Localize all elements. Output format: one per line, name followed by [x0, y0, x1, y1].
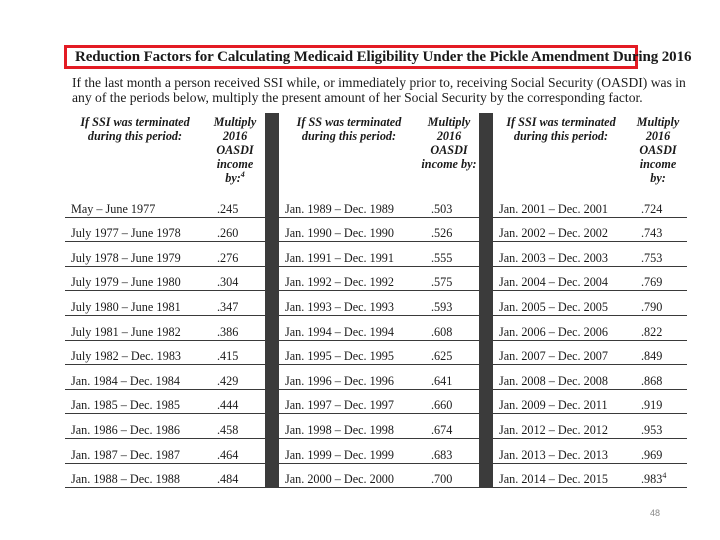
column-divider: [479, 438, 493, 463]
factor-cell-text: .503: [431, 201, 453, 216]
period-cell-text: Jan. 1984 – Dec. 1984: [71, 373, 180, 388]
period-cell: [65, 193, 205, 217]
period-cell-text: July 1979 – June 1980: [71, 275, 181, 290]
period-cell-text: Jan. 1988 – Dec. 1988: [71, 472, 180, 487]
factor-cell: [629, 463, 687, 488]
period-cell: [279, 438, 419, 463]
factor-cell-text: .347: [217, 299, 239, 314]
period-cell-text: Jan. 1986 – Dec. 1986: [71, 422, 180, 437]
factor-cell-text: .464: [217, 447, 239, 462]
period-cell: [279, 389, 419, 414]
period-cell-text: Jan. 1998 – Dec. 1998: [285, 422, 394, 437]
column-divider: [265, 266, 279, 291]
period-cell-text: July 1982 – Dec. 1983: [71, 349, 182, 364]
period-cell: [493, 242, 629, 267]
period-cell: [279, 217, 419, 242]
period-cell-text: Jan. 2005 – Dec. 2005: [499, 299, 608, 314]
column-divider: [479, 414, 493, 439]
period-cell: [65, 340, 205, 365]
factor-cell-text: .724: [641, 201, 663, 216]
factor-cell: [629, 414, 687, 439]
factor-cell: [419, 266, 479, 291]
column-divider: [479, 242, 493, 267]
factor-cell-text: .700: [431, 472, 453, 487]
column-divider: [265, 217, 279, 242]
factor-cell: [419, 463, 479, 488]
period-cell-text: Jan. 2009 – Dec. 2011: [499, 398, 608, 413]
table-row: [65, 365, 687, 390]
factor-cell: [419, 291, 479, 316]
period-cell: [279, 414, 419, 439]
column-divider: [479, 340, 493, 365]
table-row: [65, 389, 687, 414]
factor-cell-text: .415: [217, 349, 239, 364]
factor-cell-text: .969: [641, 447, 663, 462]
period-cell: [65, 266, 205, 291]
factor-cell-text: .641: [431, 373, 453, 388]
period-cell: [65, 463, 205, 488]
period-cell-text: Jan. 2006 – Dec. 2006: [499, 324, 608, 339]
factor-cell: [205, 266, 265, 291]
factor-cell: [629, 217, 687, 242]
column-divider: [479, 266, 493, 291]
footnote-marker: 4: [240, 169, 245, 179]
table-row: [65, 217, 687, 242]
period-cell-text: July 1980 – June 1981: [71, 299, 181, 314]
factor-cell: [205, 315, 265, 340]
period-cell-text: Jan. 2013 – Dec. 2013: [499, 447, 608, 462]
column-divider: [479, 463, 493, 488]
column-header-factor-3: Multiply 2016 OASDI income by:: [636, 115, 680, 185]
factor-cell-text: .429: [217, 373, 239, 388]
table-row: [65, 242, 687, 267]
factor-cell-text: .660: [431, 398, 453, 413]
column-header-factor-1-text: Multiply 2016 OASDI income by:: [213, 115, 257, 185]
period-cell: [279, 365, 419, 390]
column-divider: [479, 217, 493, 242]
factor-cell-text: .790: [641, 299, 663, 314]
factor-cell: [419, 242, 479, 267]
period-cell-text: Jan. 1999 – Dec. 1999: [285, 447, 394, 462]
period-cell: [279, 242, 419, 267]
factor-cell: [629, 389, 687, 414]
factor-cell-text: .458: [217, 422, 239, 437]
column-divider: [479, 113, 493, 193]
period-cell-text: Jan. 1994 – Dec. 1994: [285, 324, 394, 339]
period-cell: [65, 315, 205, 340]
period-cell: [493, 365, 629, 390]
period-cell: [65, 217, 205, 242]
factor-cell-text: .983: [641, 472, 663, 487]
period-cell-text: Jan. 1990 – Dec. 1990: [285, 226, 394, 241]
period-cell-text: Jan. 2008 – Dec. 2008: [499, 373, 608, 388]
factor-cell-text: .304: [217, 275, 239, 290]
page-number: 48: [650, 508, 661, 518]
factor-cell-text: .260: [217, 226, 239, 241]
period-cell: [279, 315, 419, 340]
period-cell-text: Jan. 2012 – Dec. 2012: [499, 422, 608, 437]
column-divider: [265, 365, 279, 390]
column-divider: [479, 193, 493, 217]
factor-cell: [419, 193, 479, 217]
period-cell: [279, 291, 419, 316]
factor-cell: [419, 340, 479, 365]
period-cell: [65, 365, 205, 390]
factor-cell: [629, 340, 687, 365]
period-cell-text: Jan. 2001 – Dec. 2001: [499, 201, 608, 216]
column-divider: [265, 414, 279, 439]
column-divider: [265, 315, 279, 340]
period-cell: [65, 242, 205, 267]
period-cell-text: Jan. 1997 – Dec. 1997: [285, 398, 394, 413]
period-cell-text: July 1978 – June 1979: [71, 250, 181, 265]
column-divider: [265, 438, 279, 463]
factor-cell: [419, 438, 479, 463]
period-cell-text: Jan. 1989 – Dec. 1989: [285, 201, 394, 216]
title-box: [64, 45, 692, 69]
table-row: [65, 193, 687, 217]
column-divider: [265, 242, 279, 267]
factor-cell-text: .753: [641, 250, 663, 265]
factor-cell: [629, 193, 687, 217]
period-cell: [493, 315, 629, 340]
factor-cell: [629, 291, 687, 316]
intro-paragraph: If the last month a person received SSI while, or immediately prior to, receiving Social Security (OASDI) was in any of the periods below, multiply the present amount of her Social Security by the corresponding factor.: [72, 75, 686, 105]
factor-cell: [205, 365, 265, 390]
period-cell: [65, 291, 205, 316]
period-cell-text: Jan. 1996 – Dec. 1996: [285, 373, 394, 388]
factor-cell-text: .625: [431, 349, 453, 364]
period-cell: [493, 463, 629, 488]
factor-cell-text: .484: [217, 472, 239, 487]
factor-cell: [205, 242, 265, 267]
period-cell-text: Jan. 1995 – Dec. 1995: [285, 349, 394, 364]
factor-cell: [419, 315, 479, 340]
period-cell: [65, 438, 205, 463]
period-cell: [493, 414, 629, 439]
column-divider: [479, 365, 493, 390]
table-row: [65, 463, 687, 488]
period-cell-text: Jan. 2014 – Dec. 2015: [499, 472, 608, 487]
factor-cell-text: .245: [217, 201, 239, 216]
period-cell: [279, 193, 419, 217]
column-divider: [265, 463, 279, 488]
factor-cell: [205, 438, 265, 463]
table-header-row: [65, 113, 687, 193]
factor-cell-text: .444: [217, 398, 239, 413]
period-cell-text: Jan. 2007 – Dec. 2007: [499, 349, 608, 364]
column-divider: [479, 315, 493, 340]
factor-cell-text: .386: [217, 324, 239, 339]
factor-cell: [629, 315, 687, 340]
factor-cell-text: .593: [431, 299, 453, 314]
factor-cell-text: .849: [641, 349, 663, 364]
factor-cell: [419, 414, 479, 439]
period-cell-text: Jan. 1993 – Dec. 1993: [285, 299, 394, 314]
period-cell-text: July 1981 – June 1982: [71, 324, 181, 339]
period-cell-text: Jan. 1985 – Dec. 1985: [71, 398, 180, 413]
period-cell: [65, 414, 205, 439]
column-divider: [265, 340, 279, 365]
period-cell: [65, 389, 205, 414]
factor-cell-text: .953: [641, 422, 663, 437]
table-row: [65, 266, 687, 291]
factor-cell: [205, 193, 265, 217]
period-cell-text: Jan. 1992 – Dec. 1992: [285, 275, 394, 290]
factor-cell: [629, 266, 687, 291]
table-row: [65, 340, 687, 365]
factor-cell: [205, 217, 265, 242]
column-divider: [265, 193, 279, 217]
factor-cell: [629, 365, 687, 390]
table-row: [65, 414, 687, 439]
period-cell: [493, 291, 629, 316]
factor-cell-text: .555: [431, 250, 453, 265]
factor-cell-text: .608: [431, 324, 453, 339]
factor-cell-text: .276: [217, 250, 239, 265]
footnote-marker: 4: [662, 471, 667, 481]
page-title: Reduction Factors for Calculating Medicaid Eligibility Under the Pickle Amendment During 2016: [75, 48, 692, 65]
column-divider: [479, 389, 493, 414]
period-cell: [493, 438, 629, 463]
period-cell: [493, 266, 629, 291]
period-cell: [493, 193, 629, 217]
period-cell-text: Jan. 2000 – Dec. 2000: [285, 472, 394, 487]
table-row: [65, 291, 687, 316]
factor-cell-text: .769: [641, 275, 663, 290]
period-cell: [493, 389, 629, 414]
period-cell-text: Jan. 1987 – Dec. 1987: [71, 447, 180, 462]
factor-cell-text: .575: [431, 275, 453, 290]
period-cell-text: Jan. 2003 – Dec. 2003: [499, 250, 608, 265]
factor-cell: [419, 217, 479, 242]
period-cell: [493, 217, 629, 242]
factor-cell-text: .743: [641, 226, 663, 241]
period-cell-text: Jan. 2004 – Dec. 2004: [499, 275, 608, 290]
column-divider: [479, 291, 493, 316]
column-header-period-1: If SSI was terminated during this period:: [80, 115, 190, 143]
column-header-period-2: If SS was terminated during this period:: [296, 115, 402, 143]
factor-cell: [205, 463, 265, 488]
period-cell: [493, 340, 629, 365]
factor-cell: [205, 389, 265, 414]
column-divider: [265, 291, 279, 316]
factor-cell-text: .526: [431, 226, 453, 241]
factor-cell: [419, 389, 479, 414]
column-header-factor-2: Multiply 2016 OASDI income by:: [421, 115, 477, 171]
period-cell-text: Jan. 1991 – Dec. 1991: [285, 250, 394, 265]
column-header-factor-1: [205, 113, 265, 193]
table-row: [65, 438, 687, 463]
factor-cell: [629, 438, 687, 463]
column-divider: [265, 113, 279, 193]
factor-cell: [205, 291, 265, 316]
period-cell: [279, 340, 419, 365]
period-cell: [279, 463, 419, 488]
factor-cell: [205, 340, 265, 365]
factor-cell: [629, 242, 687, 267]
column-divider: [265, 389, 279, 414]
factor-cell-text: .868: [641, 373, 663, 388]
factor-cell: [205, 414, 265, 439]
period-cell-text: May – June 1977: [71, 201, 156, 216]
factor-cell-text: .674: [431, 422, 453, 437]
period-cell-text: Jan. 2002 – Dec. 2002: [499, 226, 608, 241]
factor-cell: [419, 365, 479, 390]
reduction-factors-table: [65, 113, 687, 488]
factor-cell-text: .919: [641, 398, 663, 413]
factor-cell-text: .822: [641, 324, 663, 339]
table-row: [65, 315, 687, 340]
period-cell: [279, 266, 419, 291]
column-header-period-3: If SSI was terminated during this period:: [506, 115, 616, 143]
period-cell-text: July 1977 – June 1978: [71, 226, 181, 241]
factor-cell-text: .683: [431, 447, 453, 462]
